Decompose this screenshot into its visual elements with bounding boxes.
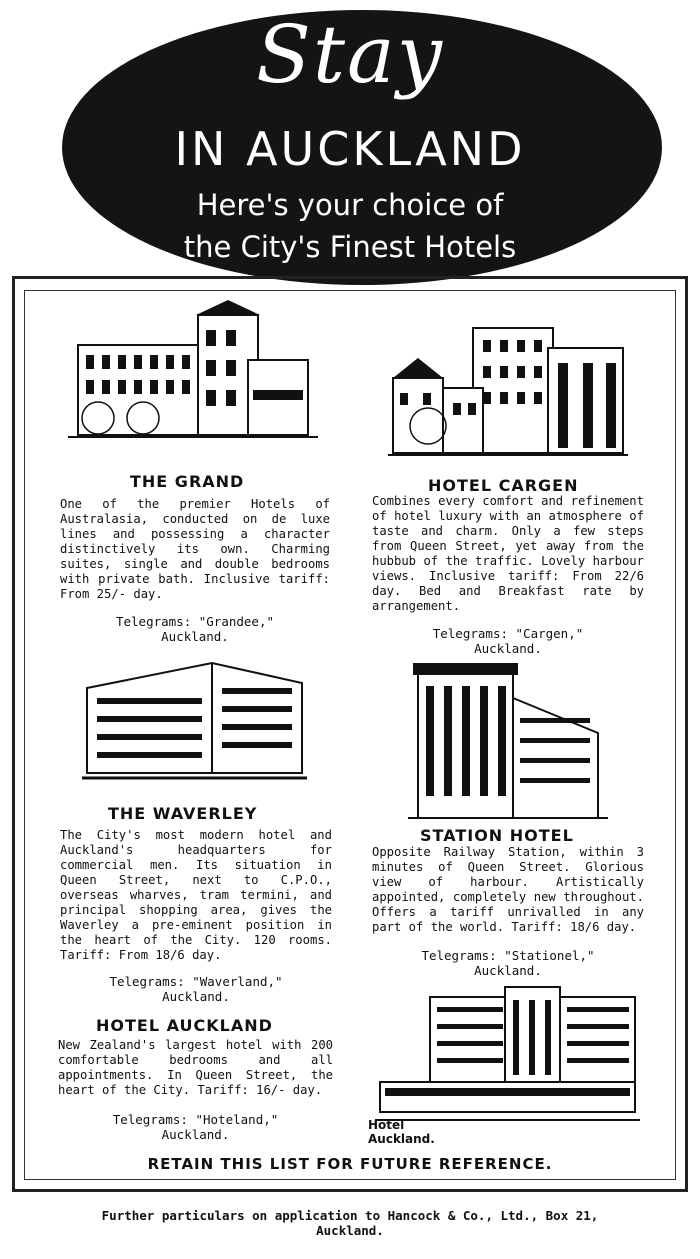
waverley-hotel-illustration bbox=[82, 658, 307, 786]
subtitle-line-2: the City's Finest Hotels bbox=[183, 230, 517, 264]
cargen-description: Combines every comfort and refinement of hotel luxury with an atmosphere of taste and charm. Only a few steps from Queen Street, yet away from the hubbub of the traffic. Lovely harbour views. Inclusive tariff: From 22/6 day. Bed and Breakfast rate by arrangement. bbox=[372, 494, 644, 613]
station-name: STATION HOTEL bbox=[420, 826, 574, 845]
cargen-telegram-line-1: Telegrams: "Cargen," bbox=[432, 626, 584, 641]
cargen-name: HOTEL CARGEN bbox=[428, 476, 579, 495]
further-particulars-line-2: Auckland. bbox=[316, 1223, 384, 1238]
station-hotel-illustration bbox=[408, 658, 608, 820]
auckland-description: New Zealand's largest hotel with 200 comfortable bedrooms and all appointments. In Queen Street, the heart of the City. Tariff: 16/- day. bbox=[58, 1038, 333, 1097]
grand-description: One of the premier Hotels of Australasia, conducted on de luxe lines and possessing a character distinctively its own. Charming suites, single and double bedrooms with private bath. Inclusive tariff: From 25/- day. bbox=[60, 497, 330, 601]
grand-hotel-illustration bbox=[68, 300, 328, 442]
waverley-description: The City's most modern hotel and Auckland's headquarters for commercial men. Its situation in Queen Street, next to C.P.O., overseas wharves, tram termini, and principal shopping area, gives the Waverley a pre-eminent position in the heart of the City. 120 rooms. Tariff: From 18/6 day. bbox=[60, 828, 332, 962]
subtitle-line-1: Here's your choice of bbox=[196, 188, 504, 222]
auckland-caption-line-2: Auckland. bbox=[368, 1132, 435, 1146]
grand-telegram-line-2: Auckland. bbox=[161, 629, 229, 644]
auckland-caption-line-1: Hotel bbox=[368, 1118, 405, 1132]
grand-telegram-line-1: Telegrams: "Grandee," bbox=[115, 614, 275, 629]
retain-notice: RETAIN THIS LIST FOR FUTURE REFERENCE. bbox=[147, 1155, 553, 1173]
auckland-telegram-line-1: Telegrams: "Hoteland," bbox=[112, 1112, 279, 1127]
cargen-telegram-line-2: Auckland. bbox=[474, 641, 542, 656]
further-particulars-line-1: Further particulars on application to Hancock & Co., Ltd., Box 21, bbox=[101, 1208, 599, 1223]
auckland-name: HOTEL AUCKLAND bbox=[96, 1016, 273, 1035]
auckland-telegram-line-2: Auckland. bbox=[161, 1127, 230, 1142]
station-telegram-line-2: Auckland. bbox=[474, 963, 542, 978]
station-description: Opposite Railway Station, within 3 minutes of Queen Street. Glorious view of harbour. Artistically appointed, completely new throughout. Offers a tariff unrivalled in any part of the world. Tariff: 18/6 day. bbox=[372, 845, 644, 934]
waverley-name: THE WAVERLEY bbox=[108, 804, 258, 823]
auckland-hotel-illustration bbox=[375, 982, 640, 1124]
waverley-telegram-line-2: Auckland. bbox=[162, 989, 230, 1004]
station-telegram-line-1: Telegrams: "Stationel," bbox=[421, 948, 595, 963]
waverley-telegram-line-1: Telegrams: "Waverland," bbox=[109, 974, 283, 989]
cargen-hotel-illustration bbox=[388, 318, 628, 460]
title-main: IN AUCKLAND bbox=[174, 122, 526, 176]
title-script: Stay bbox=[256, 8, 444, 101]
grand-name: THE GRAND bbox=[130, 472, 245, 491]
